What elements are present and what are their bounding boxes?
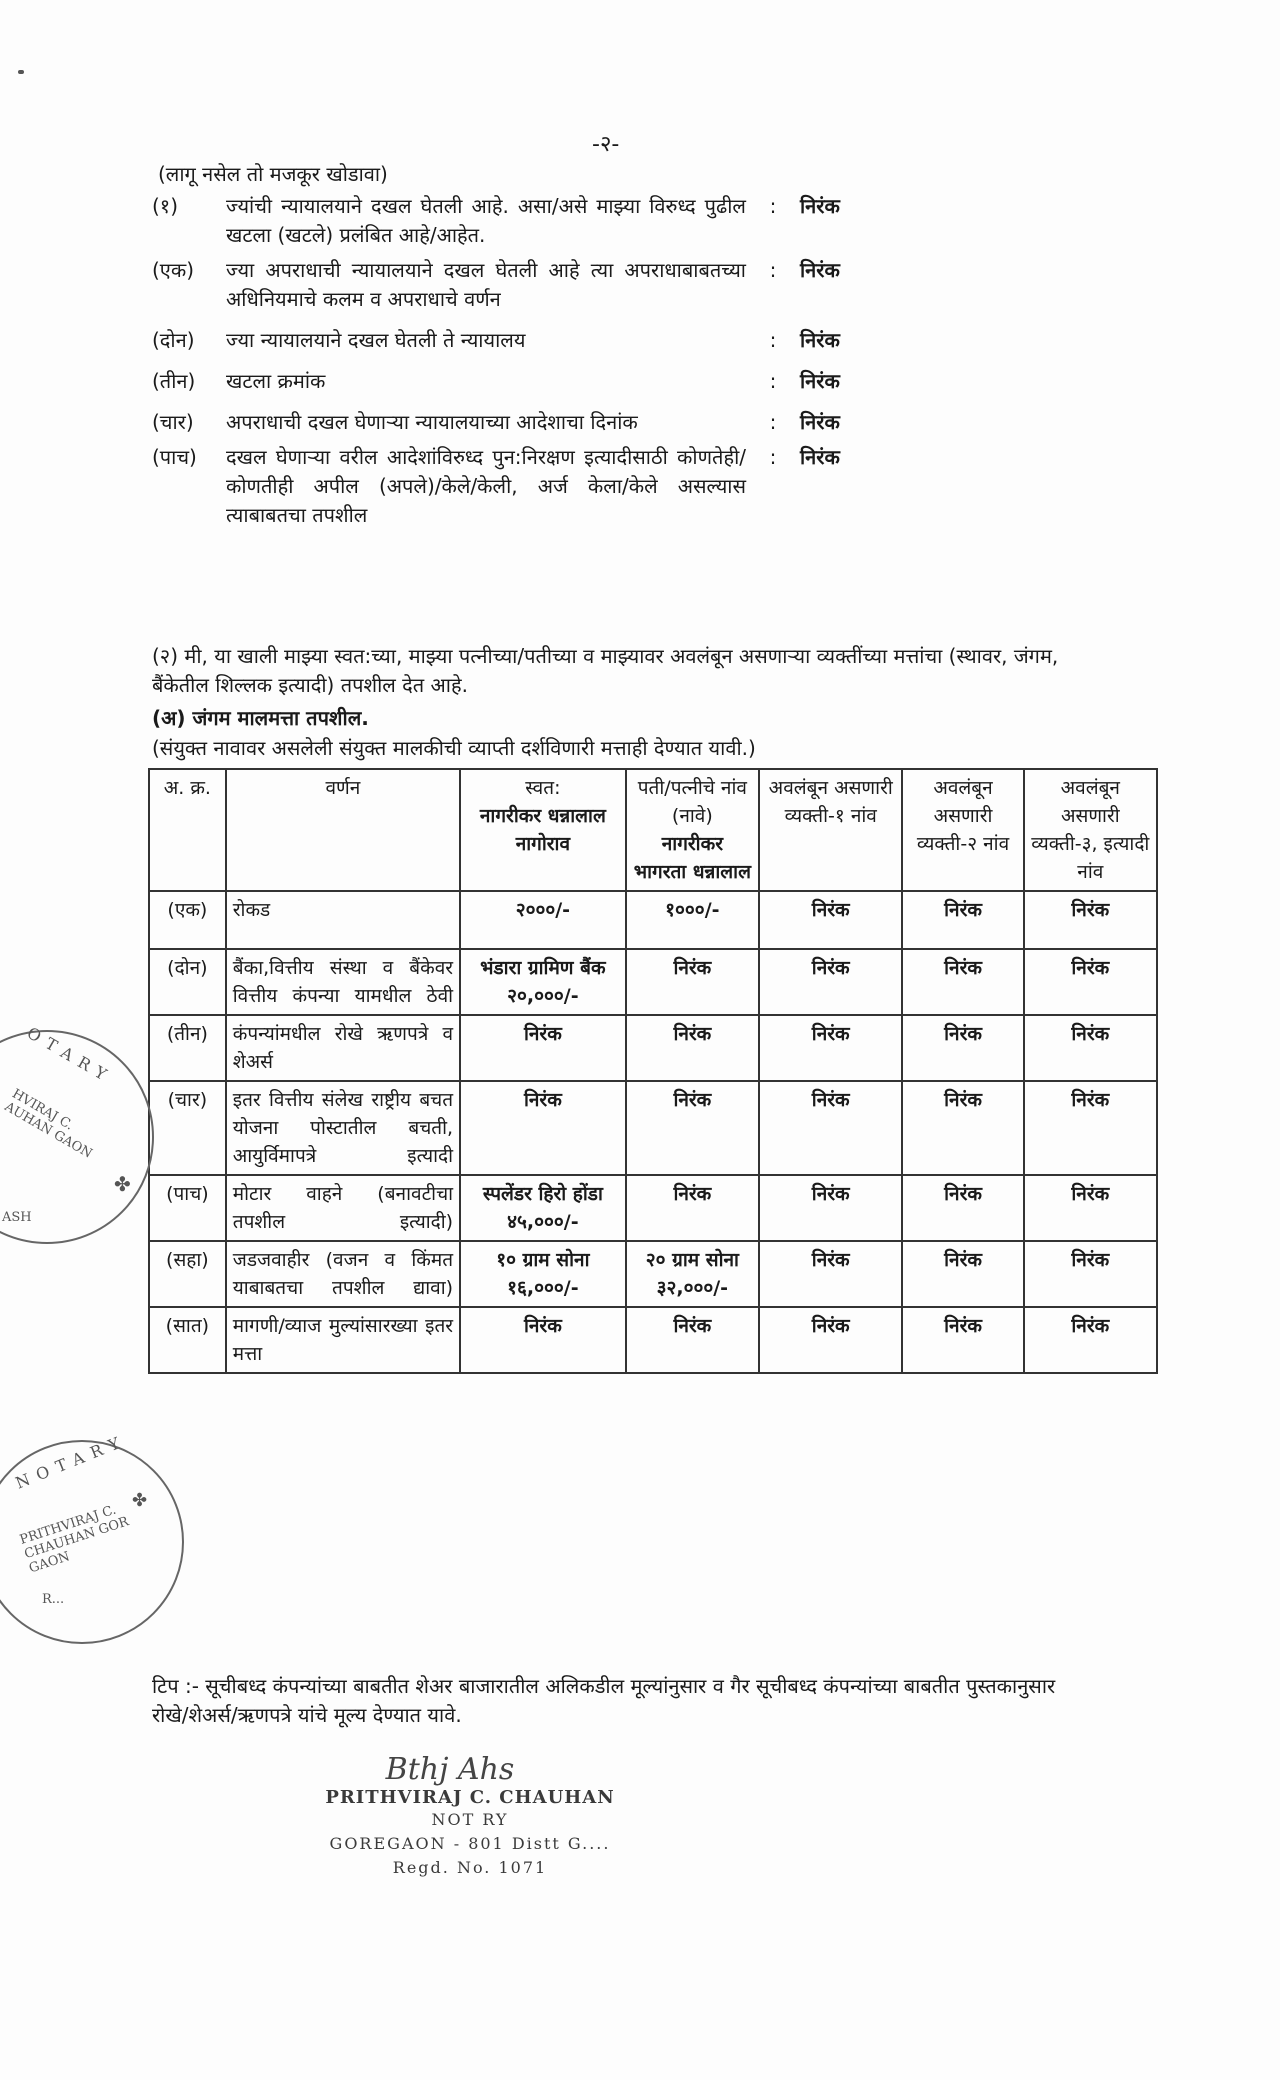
- case-description: अपराधाची दखल घेणाऱ्या न्यायालयाच्या आदेशाचा दिनांक: [226, 410, 638, 434]
- table-header-row: [149, 769, 1157, 891]
- case-description: खटला क्रमांक: [226, 369, 326, 393]
- stamp-bottom-text: ASH: [2, 1210, 32, 1225]
- row-serial: (तीन): [149, 1015, 226, 1081]
- header-self-name: नागरीकर धन्नालाल नागोराव: [479, 805, 606, 855]
- row-self-value: १० ग्राम सोना १६,०००/-: [460, 1241, 626, 1307]
- table-row: [149, 1081, 1157, 1175]
- row-spouse-value: १०००/-: [626, 891, 759, 949]
- header-description: वर्णन: [226, 769, 460, 891]
- clover-icon: ✤: [114, 1172, 131, 1196]
- case-value: निरंक: [800, 445, 840, 469]
- header-dependent-2: अवलंबून असणारी व्यक्ती-२ नांव: [902, 769, 1023, 891]
- row-spouse-value: २० ग्राम सोना ३२,०००/-: [626, 1241, 759, 1307]
- header-self: [460, 769, 626, 891]
- table-row: [149, 1015, 1157, 1081]
- case-value: निरंक: [800, 328, 840, 352]
- header-self-label: स्वत:: [525, 777, 561, 799]
- header-spouse-label: पती/पत्नीचे नांव (नावे): [637, 777, 747, 827]
- row-description: बैंका,वित्तीय संस्था व बैंकेवर वित्तीय कंपन्या यामधील ठेवी: [226, 949, 460, 1015]
- row-serial: (सात): [149, 1307, 226, 1373]
- row-spouse-value: निरंक: [626, 1081, 759, 1175]
- row-dependent-2-value: निरंक: [902, 891, 1023, 949]
- row-self-value: भंडारा ग्रामिण बैंक २०,०००/-: [460, 949, 626, 1015]
- clover-icon: ✤: [132, 1490, 148, 1511]
- row-dependent-3-value: निरंक: [1024, 1015, 1157, 1081]
- table-row: [149, 891, 1157, 949]
- case-number: (तीन): [152, 369, 196, 393]
- case-colon: :: [769, 410, 777, 434]
- case-item: [152, 408, 882, 437]
- footnote: टिप :- सूचीबध्द कंपन्यांच्या बाबतीत शेअर बाजारातील अलिकडील मूल्यांनुसार व गैर सूचीबध्द कंपन्यांच्या बाबतीत पुस्तकानुसार रोखे/शेअर्स/ऋणपत्रे यांचे मूल्य देण्यात यावे.: [152, 1674, 1056, 1727]
- row-spouse-value: निरंक: [626, 1015, 759, 1081]
- case-item: [152, 367, 882, 396]
- row-description: जडजवाहीर (वजन व किंमत याबाबतचा तपशील द्यावा): [226, 1241, 460, 1307]
- stamp-middle-text: PRITHVIRAJ C. CHAUHAN GOR GAON: [17, 1502, 131, 1577]
- assets-declaration-paragraph: (२) मी, या खाली माझ्या स्वत:च्या, माझ्या पत्नीच्या/पतीच्या व माझ्यावर अवलंबून असणाऱ्या व्यक्तींच्या मत्तांचा (स्थावर, जंगम, बैंकेतील शिल्लक इत्यादी) तपशील देत आहे.: [152, 644, 1059, 697]
- movable-assets-table: [148, 768, 1158, 1374]
- row-dependent-2-value: निरंक: [902, 1175, 1023, 1241]
- row-description: रोकड: [226, 891, 460, 949]
- row-description: मागणी/व्याज मुल्यांसारख्या इतर मत्ता: [226, 1307, 460, 1373]
- row-dependent-1-value: निरंक: [759, 1175, 902, 1241]
- case-description: दखल घेणाऱ्या वरील आदेशांविरुध्द पुन:निरक्षण इत्यादीसाठी कोणतेही/कोणतीही अपील (अपले)/केले/केली, अर्ज केला/केले असल्यास त्याबाबतचा तपशील: [226, 445, 746, 527]
- section-note: (संयुक्त नावावर असलेली संयुक्त मालकीची व्याप्ती दर्शविणारी मत्ताही देण्यात यावी.): [152, 736, 756, 760]
- case-item: [152, 326, 882, 355]
- table-row: [149, 1175, 1157, 1241]
- header-spouse-name: नागरीकर भागरता धन्नालाल: [633, 833, 751, 883]
- case-item: [152, 256, 882, 314]
- row-dependent-2-value: निरंक: [902, 1015, 1023, 1081]
- case-value: निरंक: [800, 410, 840, 434]
- row-self-value: निरंक: [460, 1015, 626, 1081]
- handwritten-signature: Bthj Ahs: [385, 1752, 515, 1787]
- row-serial: (सहा): [149, 1241, 226, 1307]
- row-dependent-2-value: निरंक: [902, 949, 1023, 1015]
- case-item: [152, 443, 882, 530]
- row-self-value: निरंक: [460, 1307, 626, 1373]
- row-self-value: २०००/-: [460, 891, 626, 949]
- case-value: निरंक: [800, 194, 840, 218]
- row-self-value: निरंक: [460, 1081, 626, 1175]
- header-serial: अ. क्र.: [149, 769, 226, 891]
- case-item: [152, 192, 882, 250]
- notary-seal-stamp: [0, 1023, 154, 1244]
- row-serial: (एक): [149, 891, 226, 949]
- case-description: ज्यांची न्यायालयाने दखल घेतली आहे. असा/असे माझ्या विरुध्द पुढील खटला (खटले) प्रलंबित आहे/आहेत.: [226, 194, 746, 247]
- table-row: [149, 1307, 1157, 1373]
- row-serial: (पाच): [149, 1175, 226, 1241]
- case-colon: :: [769, 258, 777, 282]
- notary-signature-block: [300, 1752, 640, 1880]
- row-serial: (दोन): [149, 949, 226, 1015]
- row-dependent-1-value: निरंक: [759, 1307, 902, 1373]
- case-number: (पाच): [152, 445, 197, 469]
- page-number: -२-: [592, 132, 620, 157]
- section-heading: (अ) जंगम मालमत्ता तपशील.: [152, 706, 369, 730]
- row-dependent-3-value: निरंक: [1024, 1241, 1157, 1307]
- case-number: (चार): [152, 410, 194, 434]
- header-spouse: [626, 769, 759, 891]
- case-number: (एक): [152, 258, 195, 282]
- row-spouse-value: निरंक: [626, 1175, 759, 1241]
- row-dependent-3-value: निरंक: [1024, 1081, 1157, 1175]
- notary-title: NOT RY: [431, 1810, 509, 1829]
- row-dependent-3-value: निरंक: [1024, 949, 1157, 1015]
- case-colon: :: [769, 445, 777, 469]
- scan-speck: [18, 70, 24, 74]
- case-colon: :: [769, 369, 777, 393]
- case-colon: :: [769, 194, 777, 218]
- case-value: निरंक: [800, 258, 840, 282]
- row-serial: (चार): [149, 1081, 226, 1175]
- stamp-top-text: NOTARY: [12, 1430, 130, 1493]
- stamp-bottom-text: R...: [42, 1592, 65, 1607]
- case-value: निरंक: [800, 369, 840, 393]
- stamp-top-text: OTARY: [23, 1023, 117, 1088]
- row-dependent-1-value: निरंक: [759, 1081, 902, 1175]
- case-colon: :: [769, 328, 777, 352]
- row-spouse-value: निरंक: [626, 949, 759, 1015]
- notary-registration: Regd. No. 1071: [392, 1858, 548, 1877]
- case-number: (१): [152, 194, 179, 218]
- row-self-value: स्पलेंडर हिरो होंडा ४५,०००/-: [460, 1175, 626, 1241]
- notary-seal-stamp: [0, 1430, 184, 1644]
- row-spouse-value: निरंक: [626, 1307, 759, 1373]
- stamp-middle-text: HVIRAJ C. AUHAN GAON: [1, 1086, 95, 1162]
- row-dependent-2-value: निरंक: [902, 1241, 1023, 1307]
- notary-name: PRITHVIRAJ C. CHAUHAN: [325, 1787, 615, 1808]
- row-dependent-3-value: निरंक: [1024, 1307, 1157, 1373]
- row-dependent-3-value: निरंक: [1024, 891, 1157, 949]
- row-dependent-1-value: निरंक: [759, 949, 902, 1015]
- table-row: [149, 1241, 1157, 1307]
- pending-cases-list: [152, 192, 882, 530]
- row-dependent-1-value: निरंक: [759, 891, 902, 949]
- table-row: [149, 949, 1157, 1015]
- row-description: कंपन्यांमधील रोखे ऋणपत्रे व शेअर्स: [226, 1015, 460, 1081]
- notary-location: GOREGAON - 801 Distt G....: [329, 1834, 611, 1853]
- header-dependent-1: अवलंबून असणारी व्यक्ती-१ नांव: [759, 769, 902, 891]
- row-description: मोटार वाहने (बनावटीचा तपशील इत्यादी): [226, 1175, 460, 1241]
- row-dependent-2-value: निरंक: [902, 1081, 1023, 1175]
- row-dependent-2-value: निरंक: [902, 1307, 1023, 1373]
- row-dependent-3-value: निरंक: [1024, 1175, 1157, 1241]
- case-description: ज्या अपराधाची न्यायालयाने दखल घेतली आहे त्या अपराधाबाबतच्या अधिनियमाचे कलम व अपराधाचे वर्णन: [226, 258, 746, 311]
- case-number: (दोन): [152, 328, 195, 352]
- case-description: ज्या न्यायालयाने दखल घेतली ते न्यायालय: [226, 328, 526, 352]
- header-dependent-3: अवलंबून असणारी व्यक्ती-३, इत्यादी नांव: [1024, 769, 1157, 891]
- row-description: इतर वित्तीय संलेख राष्ट्रीय बचत योजना पोस्टातील बचती, आयुर्विमापत्रे इत्यादी: [226, 1081, 460, 1175]
- row-dependent-1-value: निरंक: [759, 1241, 902, 1307]
- instruction-note: (लागू नसेल तो मजकूर खोडावा): [158, 162, 388, 186]
- row-dependent-1-value: निरंक: [759, 1015, 902, 1081]
